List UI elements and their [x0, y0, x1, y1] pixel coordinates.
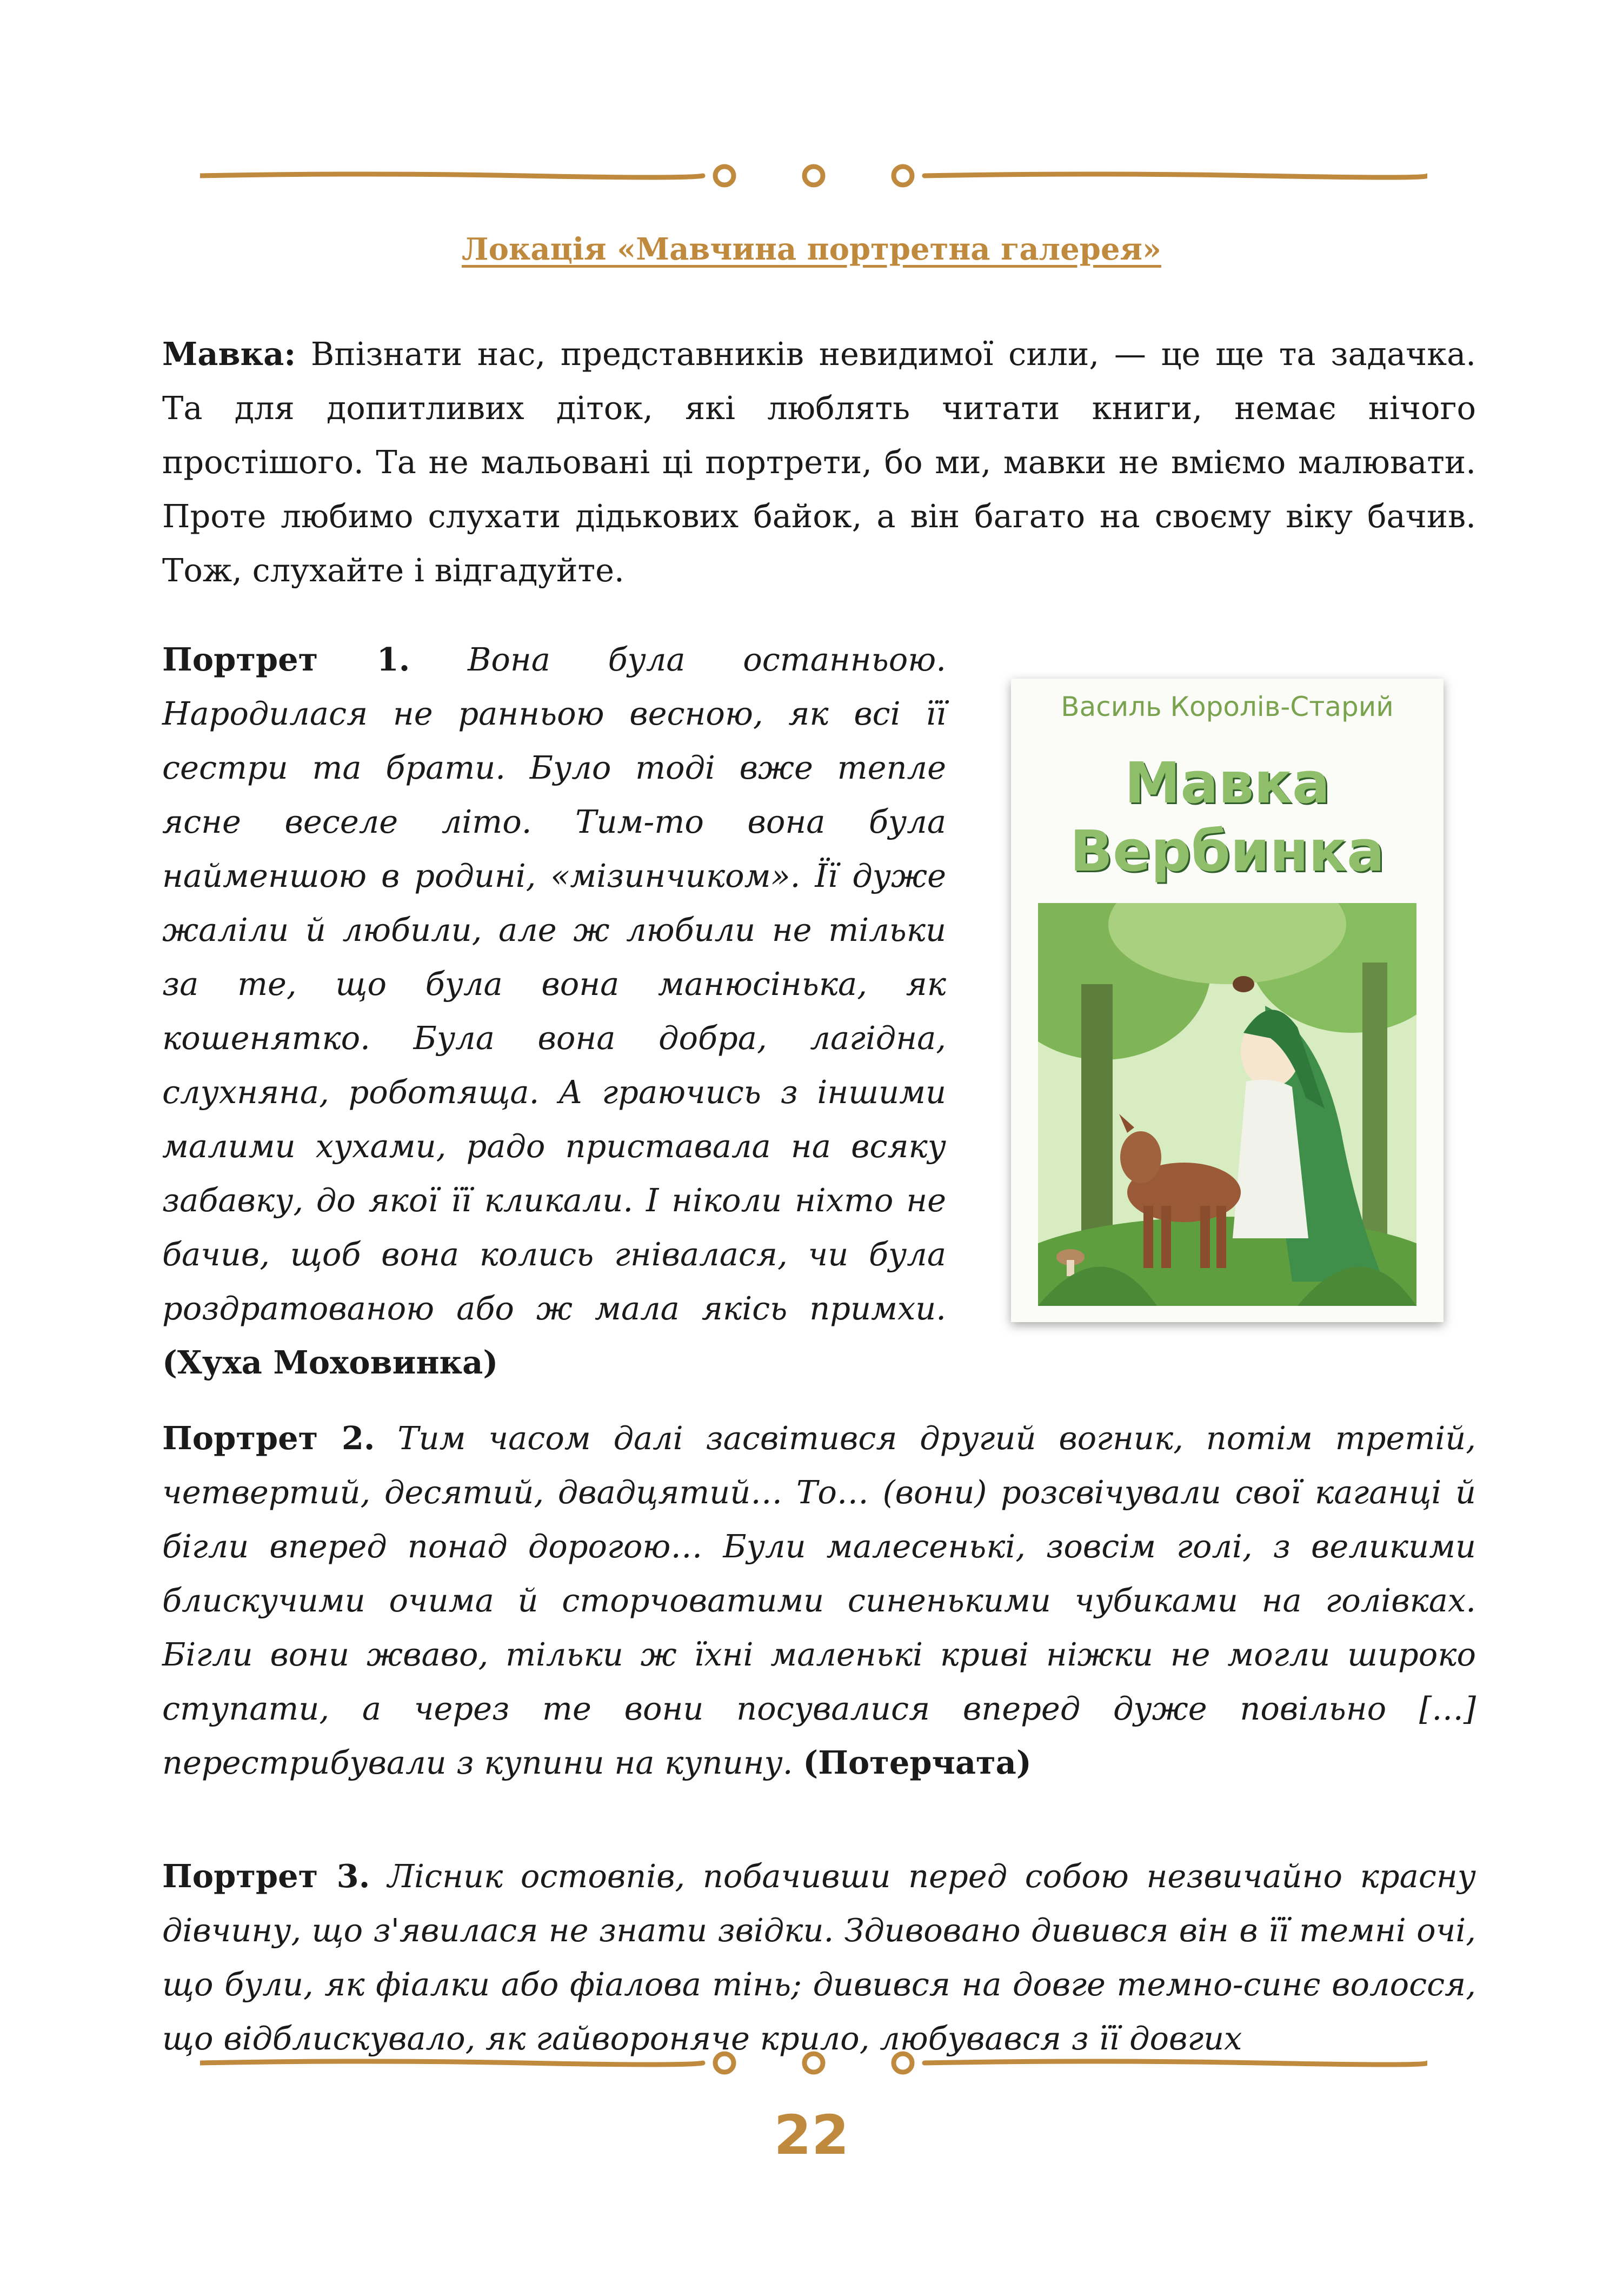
intro-paragraph — [162, 327, 1476, 598]
book-illustration — [1038, 903, 1416, 1306]
speaker-name: Мавка: — [162, 335, 296, 373]
portrait-answer: (Хуха Моховинка) — [162, 1344, 498, 1381]
portrait-2 — [162, 1411, 1476, 1790]
book-title: Мавка Вербинка — [1069, 750, 1385, 884]
section-heading: Локація «Мавчина портретна галерея» — [462, 231, 1161, 267]
intro-text: Впізнати нас, представників невидимої сили, — це ще та задачка. Та для допитливих діток, які люблять читати книги, немає нічого простішого. Та не мальовані ці портрети, бо ми, мавки не вміємо малювати. Проте любимо слухати дідькових байок, а він багато на своєму віку бачив. Тож, слухайте і відгадуйте. — [162, 335, 1476, 589]
book-cover — [1011, 679, 1444, 1322]
book-author: Василь Королів-Старий — [1061, 691, 1394, 722]
top-ornament — [200, 154, 1427, 197]
bottom-ornament — [200, 2041, 1427, 2085]
portrait-text: Вона була останньою. Народилася не ранньою весною, як всі її сестри та брати. Було тоді вже тепле ясне веселе літо. Тим-то вона була найменшою в родині, «мізинчиком». Її дуже жаліли й любили, але ж любили не тільки за те, що була вона манюсінька, як кошенятко. Була вона добра, лагідна, слухняна, роботяща. А граючись з іншими малими хухами, радо приставала на всяку забавку, до якої її кликали. І ніколи ніхто не бачив, щоб вона колись гнівалася, чи була роздратованою або ж мала якісь примхи. — [162, 641, 946, 1327]
portrait-label: Портрет 3. — [162, 1857, 370, 1895]
portrait-answer: (Потерчата) — [803, 1744, 1032, 1781]
portrait-label: Портрет 2. — [162, 1419, 375, 1457]
portrait-1 — [162, 633, 946, 1390]
portrait-text: Тим часом далі засвітився другий вогник, потім третій, четвертий, десятий, двадцятий… То… (вони) розсвічували свої каганці й бігли вперед понад дорогою… Були малесенькі, зовсім голі, з великими блискучими очима й сторчоватими синенькими чубиками на голівках. Бігли вони жваво, тільки ж їхні маленькі криві ніжки не могли широко ступати, а через те вони посувалися вперед дуже повільно […] перестрибували з купини на купину. — [162, 1419, 1476, 1781]
portrait-3 — [162, 1849, 1476, 2066]
portrait-label: Портрет 1. — [162, 641, 410, 678]
page-number: 22 — [774, 2103, 849, 2167]
portrait-text: Лісник остовпів, побачивши перед собою незвичайно красну дівчину, що з'явилася не знати звідки. Здивовано дивився він в її темні очі, що були, як фіалки або фіалова тінь; дивився на довге темно-синє волосся, що відблискувало, як гайвороняче крило, любувався з її довгих — [162, 1857, 1476, 2057]
